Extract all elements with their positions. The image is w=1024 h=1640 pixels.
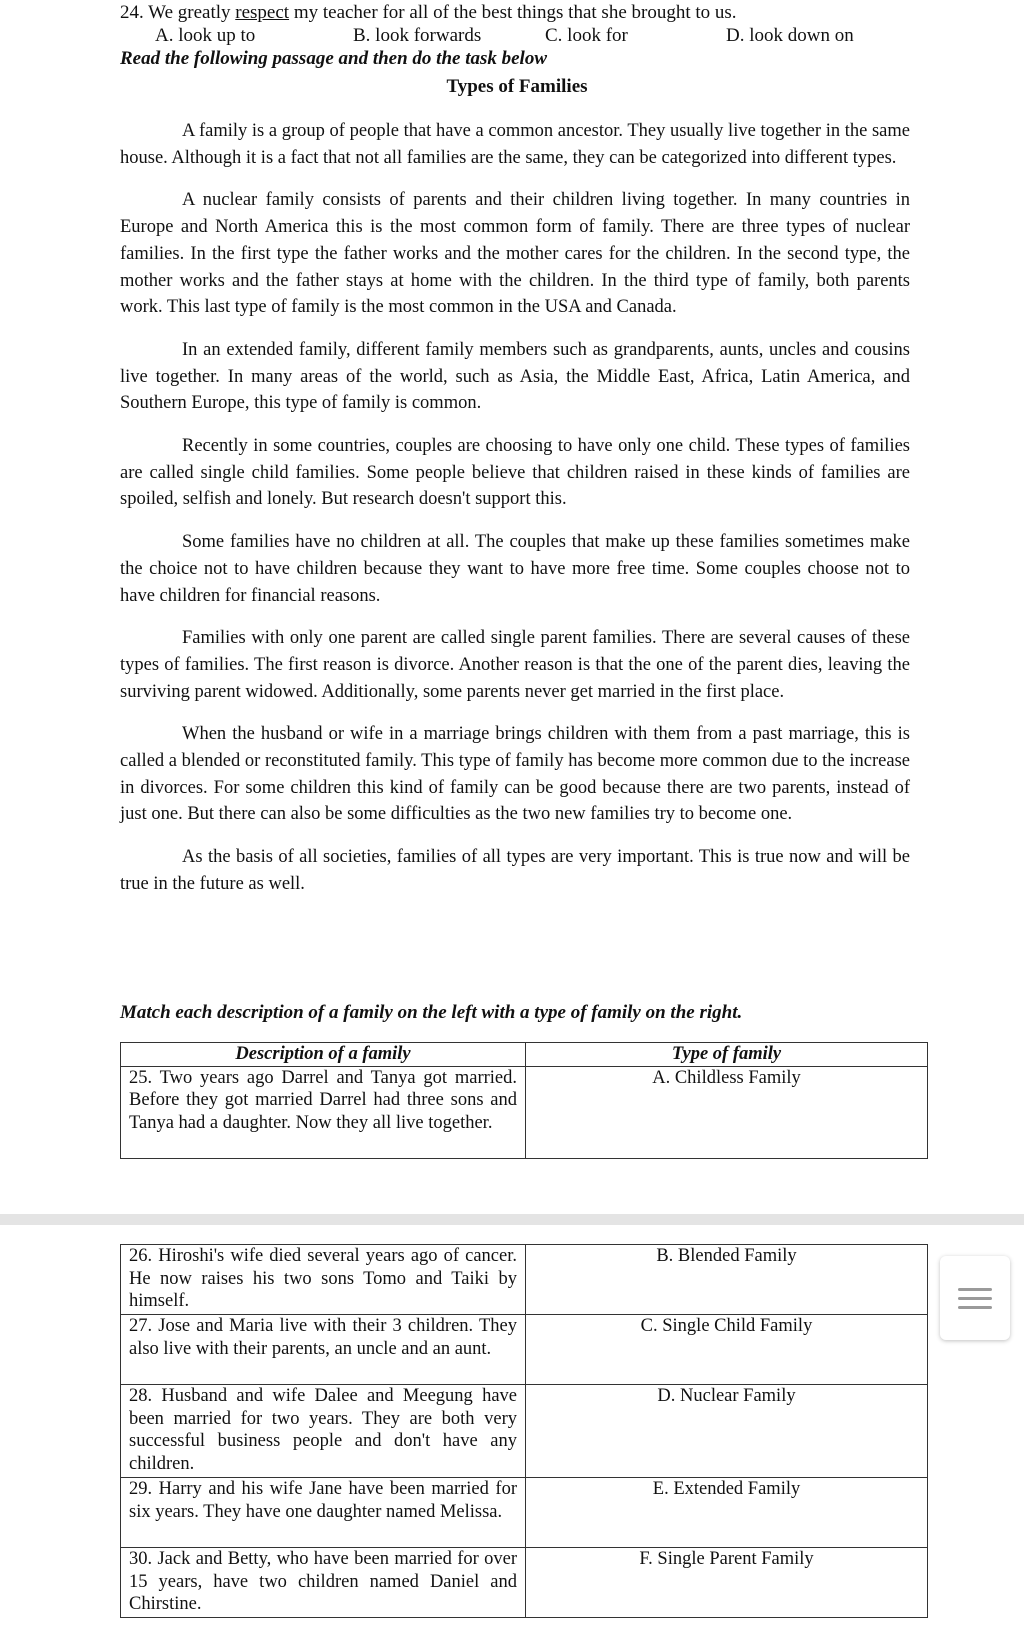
description-25: 25. Two years ago Darrel and Tanya got married. Before they got married Darrel had three sons and Tanya had a daughter. Now they all live together.: [121, 1066, 526, 1158]
question-24-options: [0, 25, 1024, 49]
table-header-row: [121, 1043, 928, 1067]
option-d[interactable]: D. look down on: [726, 25, 854, 46]
option-a[interactable]: A. look up to: [155, 25, 256, 46]
type-d: D. Nuclear Family: [526, 1385, 928, 1478]
paragraph-4: Recently in some countries, couples are choosing to have only one child. These types of families are called single child families. Some people believe that children raised in these kinds of families are spoiled, selfish and lonely. But research doesn't support this.: [120, 436, 910, 510]
drag-handle-icon: [958, 1282, 992, 1315]
table-row: [121, 1385, 928, 1478]
passage: [120, 118, 910, 914]
match-instruction: Match each description of a family on the left with a type of family on the right.: [120, 1002, 743, 1023]
matching-table-part-2: [120, 1244, 928, 1618]
question-24-underlined-word: respect: [235, 2, 290, 23]
paragraph-7: When the husband or wife in a marriage brings children with them from a past marriage, this is called a blended or reconstituted family. This type of family has become more common due to the increase in divorces. For some children this kind of family can be good because there are two parents, instead of just one. But there can also be some difficulties as the two new families try to become one.: [120, 724, 910, 825]
paragraph-3: In an extended family, different family members such as grandparents, aunts, uncles and cousins live together. In many areas of the world, such as Asia, the Middle East, Africa, Latin America, and Southern Europe, this type of family is common.: [120, 339, 910, 414]
header-description: Description of a family: [121, 1043, 526, 1067]
option-b[interactable]: B. look forwards: [353, 25, 482, 46]
description-27: 27. Jose and Maria live with their 3 children. They also live with their parents, an uncle and an aunt.: [121, 1315, 526, 1385]
type-f: F. Single Parent Family: [526, 1548, 928, 1618]
description-29: 29. Harry and his wife Jane have been married for six years. They have one daughter named Melissa.: [121, 1478, 526, 1548]
page-separator: [0, 1214, 1024, 1225]
table-row: [121, 1315, 928, 1385]
matching-table-part-1: [120, 1042, 928, 1159]
paragraph-1: A family is a group of people that have a common ancestor. They usually live together in the same house. Although it is a fact that not all families are the same, they can be categorized into different types.: [120, 121, 910, 168]
description-26: 26. Hiroshi's wife died several years ago of cancer. He now raises his two sons Tomo and Taiki by himself.: [121, 1245, 526, 1315]
header-type: Type of family: [526, 1043, 928, 1067]
question-24: [120, 2, 737, 24]
table-row: [121, 1548, 928, 1618]
paragraph-2: A nuclear family consists of parents and their children living together. In many countries in Europe and North America this is the most common form of family. There are three types of nuclear families. In the first type the father works and the mother cares for the children. In the second type, the mother works and the father stays at home with the children. In the third type of family, both parents work. This last type of family is the most common in the USA and Canada.: [120, 190, 910, 318]
paragraph-8: As the basis of all societies, families of all types are very important. This is true now and will be true in the future as well.: [120, 847, 910, 894]
question-24-text-end: my teacher for all of the best things that she brought to us.: [289, 2, 737, 23]
passage-title: Types of Families: [446, 76, 588, 97]
type-b: B. Blended Family: [526, 1245, 928, 1315]
table-row: [121, 1478, 928, 1548]
option-c[interactable]: C. look for: [545, 25, 628, 46]
type-a: A. Childless Family: [526, 1066, 928, 1158]
paragraph-5: Some families have no children at all. The couples that make up these families sometimes make the choice not to have children because they want to have more free time. Some couples choose not to have children for financial reasons.: [120, 532, 910, 606]
table-row: [121, 1066, 928, 1158]
question-24-text-start: 24. We greatly: [120, 2, 236, 23]
table-row: [121, 1245, 928, 1315]
scroll-handle[interactable]: [940, 1256, 1010, 1340]
type-c: C. Single Child Family: [526, 1315, 928, 1385]
paragraph-6: Families with only one parent are called single parent families. There are several causes of these types of families. The first reason is divorce. Another reason is that the one of the parent dies, leaving the surviving parent widowed. Additionally, some parents never get married in the first place.: [120, 628, 910, 702]
type-e: E. Extended Family: [526, 1478, 928, 1548]
reading-instruction: Read the following passage and then do the task below: [120, 48, 548, 69]
description-28: 28. Husband and wife Dalee and Meegung have been married for two years. They are both very successful business people and don't have any children.: [121, 1385, 526, 1478]
description-30: 30. Jack and Betty, who have been married for over 15 years, have two children named Daniel and Chirstine.: [121, 1548, 526, 1618]
